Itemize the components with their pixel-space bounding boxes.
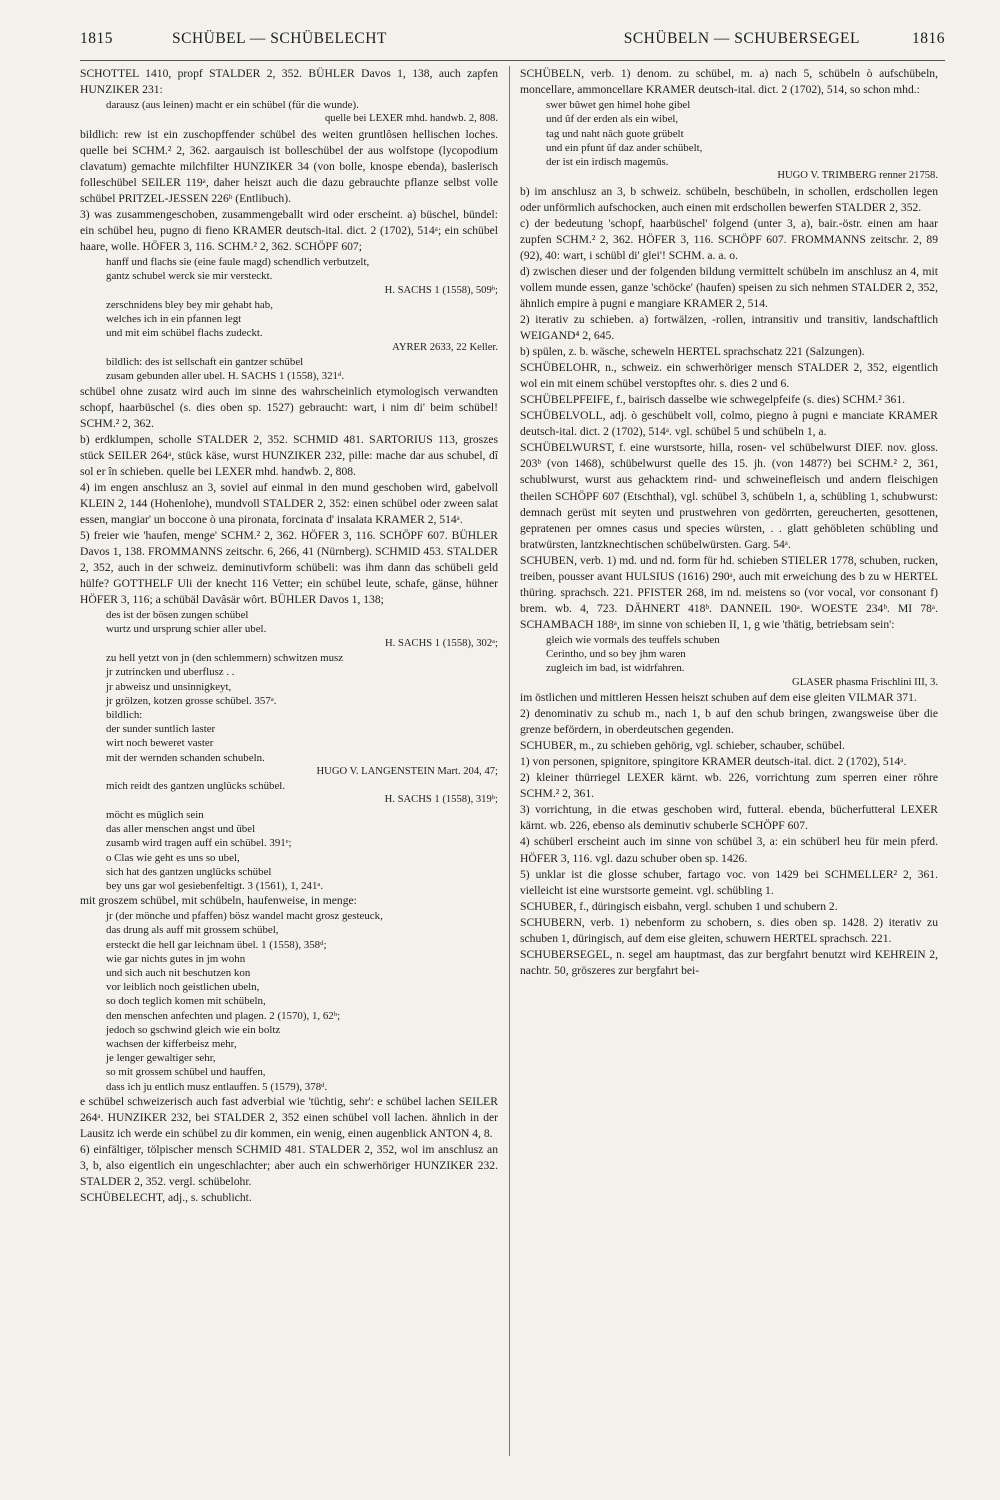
header-rule — [80, 60, 945, 61]
source-citation: quelle bei LEXER mhd. handwb. 2, 808. — [324, 113, 498, 125]
left-running-title: SCHÜBEL — SCHÜBELECHT — [172, 30, 387, 47]
entry-paragraph: schübel ohne zusatz wird auch im sinne des wahrscheinlich etymologisch verwandten schopf, haarbüschel (s. dies oben sp. 1527) gebraucht: wart, i nim di' beim schübel! SCHM.² 2, 362. — [80, 384, 498, 430]
verse-quote: mich reidt des gantzen unglücks schübel. — [106, 780, 286, 793]
entry-paragraph: SCHUBERN, verb. 1) nebenform zu schobern, s. dies oben sp. 1428. 2) iterativ zu schuben 1, düringisch, auf dem eise gleiten, schuwern HERTEL sprachsch. 221. — [520, 915, 938, 945]
source-citation: GLASER phasma Frischlini III, 3. — [792, 676, 938, 688]
entry-paragraph: c) der bedeutung 'schopf, haarbüschel' folgend (unter 3, a), bair.-östr. einen am haar zupfen SCHM.² 2, 362. HÖFER 3, 116. SCHÖPF 607. FROMMANNS zeitschr. 2, 89 (92), 40: wart, i schübl di' glei'! SCHM. a. a. o. — [520, 216, 938, 262]
entry-paragraph: SCHUBERSEGEL, n. segel am hauptmast, das zur bergfahrt benutzt wird KEHREIN 2, nachtr. 50, gröszeres zur bergfahrt bei- — [520, 947, 938, 977]
entry-paragraph: 1) von personen, spignitore, spingitore KRAMER deutsch-ital. dict. 2 (1702), 514ᵃ. — [520, 755, 907, 769]
source-citation: H. SACHS 1 (1558), 319ᵇ; — [384, 794, 498, 806]
entry-paragraph: b) im anschlusz an 3, b schweiz. schübeln, beschübeln, in schollen, erdschollen legen oder unförmlich aufschocken, auch einen mit erdschollen bewerfen STALDER 2, 352. — [520, 184, 938, 214]
entry-paragraph: 5) unklar ist die glosse schuber, fartago voc. von 1429 bei SCHMELLER² 2, 361. vielleicht ist eine wurstsorte gemeint. vgl. schübling 1. — [520, 867, 938, 897]
entry-paragraph: 5) freier wie 'haufen, menge' SCHM.² 2, 362. HÖFER 3, 116. SCHÖPF 607. BÜHLER Davos 1, 138. FROMMANNS zeitschr. 6, 266, 41 (Nürnberg). SCHMID 453. STALDER 2, 352, auch in der schweiz. deminutivform schübeli: was ihm dann das schübeli geld hülfe? GOTTHELF Uli der knecht 116 Vetter; ein schübel leute, schafe, gänse, hühner HÖFER 3, 116; a schübäl Davâsär wôrt. BÜHLER Davos 1, 138; — [80, 529, 498, 607]
verse-quote: zu hell yetzt von jn (den schlemmern) schwitzen musz jr zutrincken und uberflusz . . jr abweisz und unsinnigkeyt, jr grölzen, kotzen grosse schübel. 357ᵃ. bildlich: der sunder suntlich laster wirt noch beweret vaster mit der wernden schanden schubeln. — [106, 652, 344, 764]
entry-paragraph: SCHÜBELECHT, adj., s. schublicht. — [80, 1191, 252, 1205]
column-divider — [509, 66, 510, 1456]
verse-quote: swer bûwet gen himel hohe gibel und ûf der erden als ein wibel, tag und naht nâch guote grübelt und ein pfunt ûf daz ander schübelt, der ist ein irdisch magemûs. — [546, 99, 703, 168]
source-citation: HUGO V. LANGENSTEIN Mart. 204, 47; — [316, 765, 498, 777]
right-page-number: 1816 — [912, 30, 945, 47]
verse-quote: darausz (aus leinen) macht er ein schübel (für die wunde). — [106, 99, 359, 112]
entry-paragraph: im östlichen und mittleren Hessen heiszt schuben auf dem eise gleiten VILMAR 371. — [520, 691, 917, 705]
entry-paragraph: 6) einfältiger, tölpischer mensch SCHMID 481. STALDER 2, 352, wol im anschlusz an 3, b, also eigentlich ein ungeschlachter; aber auch ein schwerhöriger HUNZIKER 232. STALDER 2, 352. vergl. schübelohr. — [80, 1143, 498, 1189]
right-running-title: SCHÜBELN — SCHUBERSEGEL — [623, 30, 860, 47]
source-citation: H. SACHS 1 (1558), 302ᵃ; — [385, 637, 498, 649]
entry-paragraph: 2) iterativ zu schieben. a) fortwälzen, -rollen, intransitiv und transitiv, landschaftlich WEIGAND⁴ 2, 645. — [520, 312, 938, 343]
entry-paragraph: SCHUBEN, verb. 1) md. und nd. form für hd. schieben STIELER 1778, schuben, rucken, treiben, pousser avant HULSIUS (1616) 290ᵃ, auch mit erweichung des b zu w HERTEL thüring. sprachsch. 221. PFISTER 268, im nd. meistens so (vor vocal, vor consonant f) brem. wb. 4, 723. DÄHNERT 418ᵇ. DANNEIL 190ᵃ. WOESTE 234ᵇ. MI 78ᵃ. SCHAMBACH 188ᵃ, im sinne von schieben II, 1, g wie 'thätig, betriebsam sein': — [520, 553, 938, 631]
source-citation: H. SACHS 1 (1558), 509ᵇ; — [384, 284, 498, 296]
verse-quote: des ist der bösen zungen schübel wurtz und ursprung schier aller ubel. — [106, 609, 267, 636]
entry-paragraph: SCHUBER, m., zu schieben gehörig, vgl. schieber, schauber, schübel. — [520, 739, 845, 753]
entry-paragraph: SCHÜBELPFEIFE, f., bairisch dasselbe wie schwegelpfeife (s. dies) SCHM.² 361. — [520, 393, 906, 407]
entry-paragraph: b) erdklumpen, scholle STALDER 2, 352. SCHMID 481. SARTORIUS 113, groszes stück SEILER 264ᵃ, stück käse, wurst HUNZIKER 232, pille: mache dar aus schubel, dî sol er în schieben. quelle bei LEXER mhd. handwb. 2, 808. — [80, 432, 498, 478]
entry-paragraph: bildlich: rew ist ein zuschopffender schübel des weiten gruntlôsen hellischen loches. quelle bei SCHM.² 2, 362. aargauisch ist bolleschübel der aus wolfstope (lycopodium clavatum) gemachte milchfilter HUNZIKER 34 (von bolle, knospe ebenda), baslerisch folleschübel SEILER 119ᵃ, daher heiszt auch die dazu gebrauchte pflanze selbst volle schübel PRITZEL-JESSEN 226ᵇ (Entlibuch). — [80, 127, 498, 205]
verse-quote: gleich wie vormals des teuffels schuben Cerintho, und so bey jhm waren zugleich im bad, ist widrfahren. — [546, 633, 720, 675]
verse-quote: zerschnidens bley bey mir gehabt hab, welches ich in ein pfannen legt und mit eim schübel flachs zudeckt. — [106, 299, 273, 340]
page-header — [80, 30, 945, 54]
verse-quote: bildlich: des ist sellschaft ein gantzer schübel zusam gebunden aller ubel. H. SACHS 1 (1558), 321ᵈ. — [106, 356, 345, 383]
source-citation: HUGO V. TRIMBERG renner 21758. — [777, 170, 938, 182]
entry-paragraph: 3) was zusammengeschoben, zusammengeballt wird oder erscheint. a) büschel, bündel: ein schübel heu, pugno di fieno KRAMER deutsch-ital. dict. 2 (1702), 514ᵃ; ein schübel haare, wolle. HÖFER 3, 116. SCHM.² 2, 362. SCHÖPF 607; — [80, 208, 498, 254]
entry-paragraph: 2) denominativ zu schub m., nach 1, b auf den schub bringen, zwangsweise über die grenze befördern, in oberdeutschen gegenden. — [520, 707, 938, 737]
entry-paragraph: b) spülen, z. b. wäsche, scheweln HERTEL sprachschatz 221 (Salzungen). — [520, 345, 865, 359]
verse-quote: jr (der mönche und pfaffen) bösz wandel macht grosz gesteuck, das drung als auff mit grossem schübel, ersteckt die hell gar leichnam übel. 1 (1558), 358ᵈ; wie gar nichts gutes in jm wohn und sich auch nit beschutzen kon vor leiblich noch geistlichen ubeln, so doch teglich komen mit schübeln, den menschen anfechten und plagen. 2 (1570), 1, 62ᵇ; jedoch so gschwind gleich wie ein boltz wachsen der kifferbeisz mehr, je lenger gewaltiger sehr, so mit grossem schübel und hauffen, dass ich ju entlich musz entlauffen. 5 (1579), 378ᵈ. — [106, 910, 383, 1093]
verse-quote: möcht es müglich sein das aller menschen angst und übel zusamb wird tragen auff ein schübel. 391ᵉ; o Clas wie geht es uns so ubel, sich hat des gantzen unglücks schübel bey uns gar wol gesiebenfeltigt. 3 (1561), 1, 241ᵃ. — [106, 808, 324, 892]
entry-paragraph: 4) schüberl erscheint auch im sinne von schübel 3, a: ein schüberl heu für mein pferd. HÖFER 3, 116. vgl. dazu schuber oben sp. 1426. — [520, 835, 938, 865]
entry-paragraph: e schübel schweizerisch auch fast adverbial wie 'tüchtig, sehr': e schübel lachen SEILER 264ᵃ. HUNZIKER 232, bei STALDER 2, 352 einen schübel voll lachen. ähnlich in der Lausitz ich werde ein schübel zu dir kommen, ein wenig, einen augenblick ANTON 4, 8. — [80, 1094, 498, 1140]
entry-paragraph: 4) im engen anschlusz an 3, soviel auf einmal in den mund geschoben wird, gabelvoll KLEIN 2, 144 (Hohenlohe), mundvoll STALDER 2, 352: einen schübel oder zween salat essen, mangiar' un boccone ò una pironata, forcinata d' insalata KRAMER 2, 514ᵃ. — [80, 480, 498, 526]
entry-paragraph: SCHÜBELN, verb. 1) denom. zu schübel, m. a) nach 5, schübeln ò aufschübeln, moncellare, ammoncellare KRAMER deutsch-ital. dict. 2 (1702), 514, so schon mhd.: — [520, 67, 938, 97]
verse-quote: hanff und flachs sie (eine faule magd) schendlich verbutzelt, gantz schubel werck sie mir versteckt. — [106, 256, 370, 283]
left-column — [80, 66, 498, 1456]
entry-paragraph: 2) kleiner thürriegel LEXER kärnt. wb. 226, vorrichtung zum sperren einer röhre SCHM.² 2, 361. — [520, 771, 938, 801]
right-column — [520, 66, 938, 1456]
entry-paragraph: SCHOTTEL 1410, propf STALDER 2, 352. BÜHLER Davos 1, 138, auch zapfen HUNZIKER 231: — [80, 67, 498, 97]
entry-paragraph: SCHÜBELWURST, f. eine wurstsorte, hilla, rosen- vel schübelwurst DIEF. nov. gloss. 203ᵇ (von 1468), schübelwurst quelle des 15. jh. (von 1487?) bei SCHM.² 2, 361, schublwurst, wurst aus gehacktem rind- und schweinefleisch und andern fleischigen theilen SCHÖPF 607 (Etschthal), vgl. schübel 3, schübeln 1, a, schübling 1, schubwurst: demnach gerüst mit seyten und prustwehren von gedörrten, gereucherten, gesottenen, gepratenen per omnes casus und species würsten, . . glatt gehöbleten schübling und bratwürsten, lantzknechtischen schübelwürsten. Garg. 54ᵃ. — [520, 441, 938, 551]
entry-paragraph: mit groszem schübel, mit schübeln, haufenweise, in menge: — [80, 894, 357, 908]
left-page-number: 1815 — [80, 30, 113, 47]
source-citation: AYRER 2633, 22 Keller. — [392, 341, 498, 353]
entry-paragraph: SCHUBER, f., düringisch eisbahn, vergl. schuben 1 und schubern 2. — [520, 899, 838, 913]
entry-paragraph: SCHÜBELVOLL, adj. ò geschübelt voll, colmo, piegno à pugni e manciate KRAMER deutsch-ital. dict. 2 (1702), 514ᵃ. vgl. schübel 5 und schübeln 1, a. — [520, 409, 938, 439]
entry-paragraph: 3) vorrichtung, in die etwas geschoben wird, futteral. ebenda, bücherfutteral LEXER kärnt. wb. 226, ebenso als deminutiv schuberle SCHÖPF 607. — [520, 803, 938, 833]
entry-paragraph: SCHÜBELOHR, n., schweiz. ein schwerhöriger mensch STALDER 2, 352, eigentlich wol ein mit einem schübel verstopftes ohr. s. dies 2 und 6. — [520, 361, 938, 391]
entry-paragraph: d) zwischen dieser und der folgenden bildung vermittelt schübeln im anschlusz an 4, mit vollem munde essen, ganze 'schöcke' (haufen) speisen zu sich nehmen STALDER 2, 352, ähnlich empire à pugni e mangiare KRAMER 2, 514. — [520, 264, 938, 310]
